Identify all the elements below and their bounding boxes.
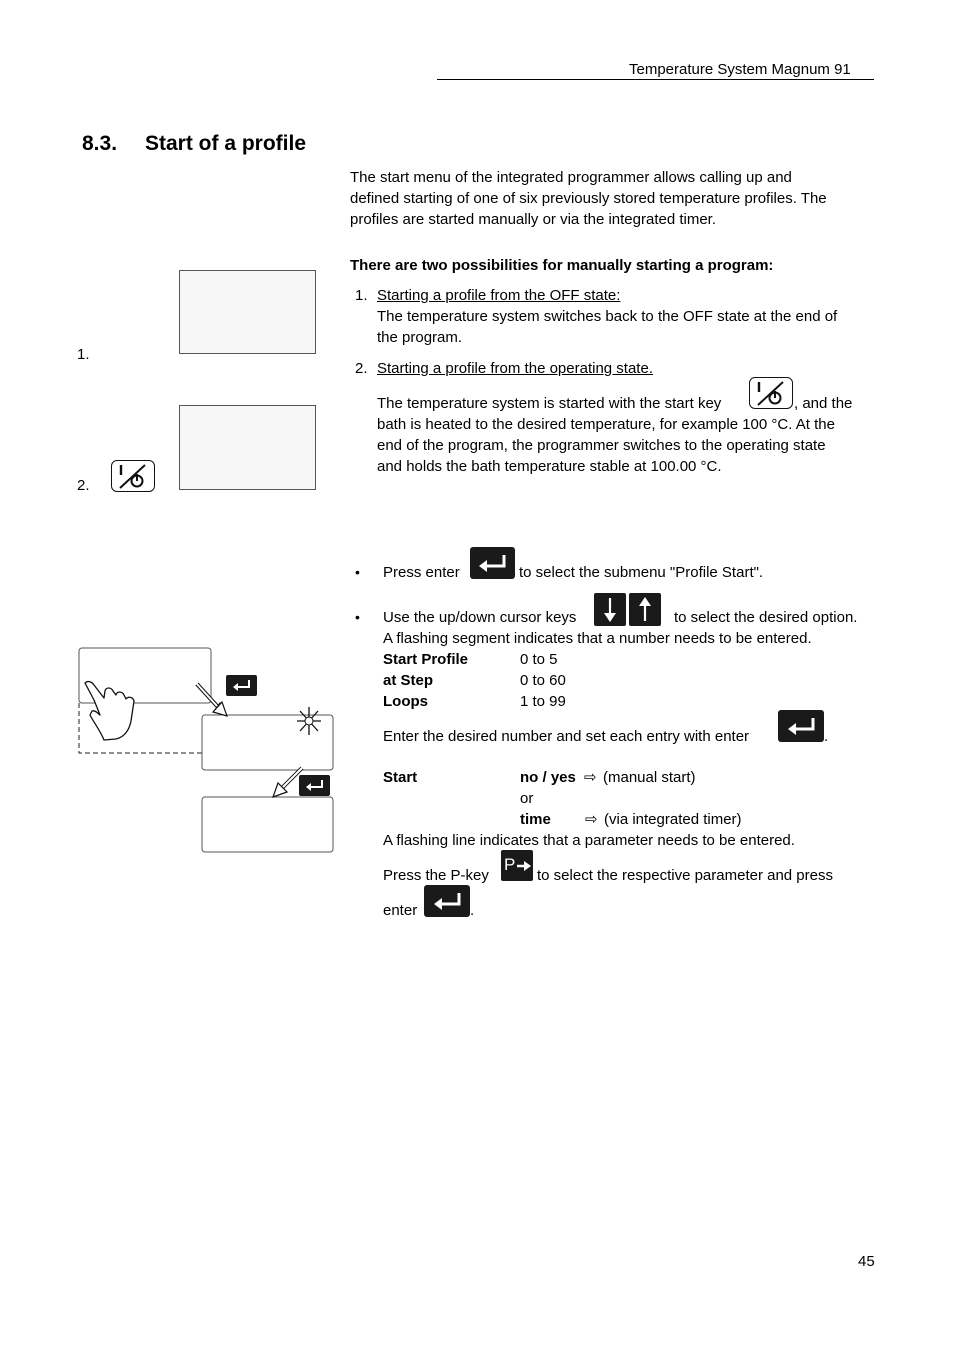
param-name: at Step (383, 672, 434, 689)
start-option: time (520, 811, 551, 828)
param-range: 0 to 5 (520, 651, 558, 668)
display-figure-off (179, 270, 316, 354)
param-name: Loops (383, 693, 428, 710)
enter-key-icon (470, 547, 515, 579)
start-option-note: (manual start) (603, 769, 696, 786)
bullet-dot: • (355, 564, 360, 580)
menu-navigation-diagram (76, 645, 338, 857)
list-item-text: end of the program, the programmer switches to the operating state (377, 437, 826, 454)
start-key-icon (749, 377, 793, 409)
param-range: 0 to 60 (520, 672, 566, 689)
cursor-up-key-icon (629, 593, 661, 626)
p-key-icon (501, 850, 533, 881)
section-number: 8.3. (82, 132, 118, 155)
bullet-text: enter (383, 902, 418, 919)
start-key-icon (111, 460, 155, 492)
intro-line: profiles are started manually or via the integrated timer. (350, 211, 717, 228)
bullet-text: Use the up/down cursor keys (383, 609, 577, 626)
punctuation: . (824, 728, 829, 745)
header-rule (437, 79, 874, 80)
list-item-text: the program. (377, 329, 463, 346)
bullet-dot: • (355, 609, 360, 625)
enter-key-icon (778, 710, 824, 742)
header-title: Temperature System Magnum 91 (629, 61, 851, 78)
bullet-text: to select the submenu "Profile Start". (519, 564, 764, 581)
start-option: no / yes (520, 769, 576, 786)
display-figure-operating (179, 405, 316, 490)
bullet-text: Press enter (383, 564, 460, 581)
figure-label: 2. (77, 477, 90, 494)
list-number: 2. (355, 360, 368, 377)
section-title: Start of a profile (145, 132, 307, 155)
list-item-text: bath is heated to the desired temperature, for example 100 °C. At the (377, 416, 835, 433)
intro-line: defined starting of one of six previously stored temperature profiles. The (350, 190, 827, 207)
or-text: or (520, 790, 534, 807)
bullet-text: to select the desired option. (674, 609, 858, 626)
list-item-text: , and the (794, 395, 853, 412)
start-option-note: (via integrated timer) (604, 811, 742, 828)
bullet-text: to select the respective parameter and press (537, 867, 833, 884)
start-label: Start (383, 769, 418, 786)
arrow-icon: ⇨ (584, 769, 597, 786)
p-key-label: P (504, 855, 516, 874)
figure-label: 1. (77, 346, 90, 363)
param-range: 1 to 99 (520, 693, 566, 710)
arrow-icon: ⇨ (585, 811, 598, 828)
bullet-text: Enter the desired number and set each entry with enter (383, 728, 750, 745)
bullet-text: A flashing line indicates that a parameter needs to be entered. (383, 832, 795, 849)
enter-key-icon (424, 885, 470, 917)
list-item-title: Starting a profile from the OFF state: (377, 287, 621, 304)
list-item-text: and holds the bath temperature stable at 100.00 °C. (377, 458, 722, 475)
cursor-down-key-icon (594, 593, 626, 626)
param-name: Start Profile (383, 651, 469, 668)
bullet-text: A flashing segment indicates that a number needs to be entered. (383, 630, 812, 647)
page-number: 45 (858, 1253, 875, 1270)
bullet-text: Press the P-key (383, 867, 489, 884)
list-item-text: The temperature system switches back to the OFF state at the end of (377, 308, 838, 325)
intro-line: The start menu of the integrated programmer allows calling up and (350, 169, 792, 186)
list-item-title: Starting a profile from the operating state. (377, 360, 653, 377)
punctuation: . (470, 902, 475, 919)
list-item-text: The temperature system is started with the start key (377, 395, 722, 412)
list-number: 1. (355, 287, 368, 304)
possibilities-heading: There are two possibilities for manually starting a program: (350, 257, 774, 274)
